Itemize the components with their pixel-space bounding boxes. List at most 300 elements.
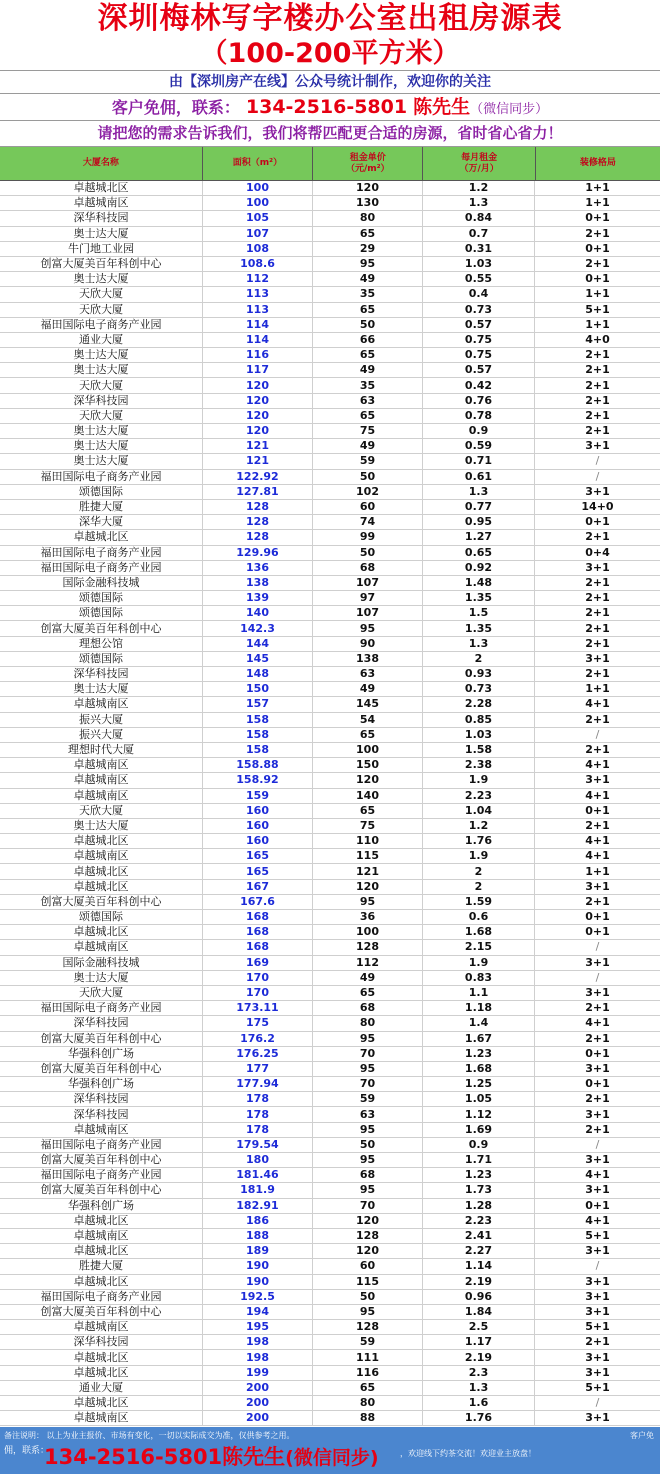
cell-layout: 2+1 — [585, 1335, 610, 1349]
cell-unit-price: 59 — [313, 1092, 423, 1106]
table-row — [0, 333, 660, 348]
cell-building-name: 牛门地工业园 — [0, 242, 203, 256]
cell-building-name: 福田国际电子商务产业园 — [0, 1001, 203, 1015]
footer-disclaimer-end: 客户免 — [630, 1431, 654, 1440]
cell-building-name: 华强科创广场 — [0, 1047, 203, 1061]
cell-layout: 1+1 — [585, 287, 610, 301]
cell-unit-price: 59 — [313, 1335, 423, 1349]
cell-building-name: 卓越城北区 — [0, 1244, 203, 1258]
cell-layout: 2+1 — [585, 591, 610, 605]
cell-monthly-rent: 2.23 — [423, 789, 535, 803]
cell-building-name: 颂德国际 — [0, 591, 203, 605]
cell-area: 116 — [203, 348, 313, 362]
cell-area: 158 — [203, 728, 313, 742]
cell-area: 186 — [203, 1214, 313, 1228]
table-row — [0, 257, 660, 272]
cell-unit-price: 138 — [313, 652, 423, 666]
cell-area: 192.5 — [203, 1290, 313, 1304]
cell-area: 158.88 — [203, 758, 313, 772]
cell-unit-price: 68 — [313, 1168, 423, 1182]
cell-layout: 4+1 — [585, 1016, 610, 1030]
cell-layout: 3+1 — [585, 879, 610, 893]
cell-monthly-rent: 0.57 — [423, 318, 535, 332]
cell-unit-price: 65 — [313, 227, 423, 241]
cell-layout: 3+1 — [585, 1061, 610, 1075]
cell-layout: / — [595, 970, 600, 984]
cell-layout: 2+1 — [585, 348, 610, 362]
cell-monthly-rent: 1.35 — [423, 621, 535, 635]
cell-unit-price: 99 — [313, 530, 423, 544]
cell-building-name: 福田国际电子商务产业园 — [0, 561, 203, 575]
cell-area: 128 — [203, 530, 313, 544]
cell-building-name: 颂德国际 — [0, 652, 203, 666]
cell-area: 180 — [203, 1153, 313, 1167]
cell-layout: / — [595, 469, 600, 483]
cell-area: 100 — [203, 181, 313, 195]
cell-area: 121 — [203, 439, 313, 453]
cell-unit-price: 107 — [313, 606, 423, 620]
table-row — [0, 606, 660, 621]
cell-building-name: 卓越城南区 — [0, 773, 203, 787]
table-row — [0, 1138, 660, 1153]
cell-unit-price: 54 — [313, 713, 423, 727]
cell-unit-price: 116 — [313, 1366, 423, 1380]
cell-area: 159 — [203, 789, 313, 803]
cell-building-name: 天欣大厦 — [0, 303, 203, 317]
cell-unit-price: 70 — [313, 1047, 423, 1061]
cell-unit-price: 65 — [313, 303, 423, 317]
cell-building-name: 奥士达大厦 — [0, 819, 203, 833]
table-row — [0, 621, 660, 636]
cell-building-name: 颂德国际 — [0, 606, 203, 620]
cell-unit-price: 49 — [313, 439, 423, 453]
cell-layout: 4+1 — [585, 788, 610, 802]
table-row — [0, 667, 660, 682]
cell-building-name: 奥士达大厦 — [0, 272, 203, 286]
cell-building-name: 卓越城北区 — [0, 1396, 203, 1410]
cell-layout: 2+1 — [585, 818, 610, 832]
table-row — [0, 576, 660, 591]
cell-unit-price: 97 — [313, 591, 423, 605]
cell-area: 142.3 — [203, 621, 313, 635]
page-subtitle: （100-200平方米） — [0, 38, 660, 71]
cell-unit-price: 75 — [313, 819, 423, 833]
table-row — [0, 925, 660, 940]
cell-area: 150 — [203, 682, 313, 696]
cell-monthly-rent: 1.58 — [423, 743, 535, 757]
cell-area: 170 — [203, 971, 313, 985]
cell-area: 139 — [203, 591, 313, 605]
table-row — [0, 546, 660, 561]
cell-monthly-rent: 0.75 — [423, 348, 535, 362]
cell-building-name: 福田国际电子商务产业园 — [0, 318, 203, 332]
cell-building-name: 卓越城北区 — [0, 864, 203, 878]
cell-unit-price: 50 — [313, 1138, 423, 1152]
cell-building-name: 创富大厦美百年科创中心 — [0, 1305, 203, 1319]
cell-area: 181.46 — [203, 1168, 313, 1182]
cell-area: 157 — [203, 697, 313, 711]
table-row — [0, 363, 660, 378]
cell-monthly-rent: 2.19 — [423, 1275, 535, 1289]
cell-unit-price: 120 — [313, 181, 423, 195]
table-row — [0, 713, 660, 728]
table-row — [0, 318, 660, 333]
cell-layout: 3+1 — [585, 1107, 610, 1121]
cell-building-name: 颂德国际 — [0, 910, 203, 924]
header-layout: 装修格局 — [579, 158, 616, 168]
cell-building-name: 卓越城南区 — [0, 1411, 203, 1425]
cell-monthly-rent: 2.27 — [423, 1244, 535, 1258]
cell-monthly-rent: 1.18 — [423, 1001, 535, 1015]
cell-area: 121 — [203, 454, 313, 468]
cell-layout: 5+1 — [585, 1320, 610, 1334]
cell-building-name: 深华科技园 — [0, 667, 203, 681]
cell-area: 181.9 — [203, 1183, 313, 1197]
cell-layout: 14+0 — [581, 500, 614, 514]
cell-building-name: 华强科创广场 — [0, 1077, 203, 1091]
footer-phone: 134-2516-5801 — [44, 1445, 223, 1469]
table-row — [0, 561, 660, 576]
cell-layout: 4+1 — [585, 834, 610, 848]
cell-unit-price: 140 — [313, 789, 423, 803]
cell-area: 160 — [203, 819, 313, 833]
table-row — [0, 849, 660, 864]
cell-unit-price: 120 — [313, 773, 423, 787]
cell-layout: 3+1 — [585, 1350, 610, 1364]
cell-monthly-rent: 0.85 — [423, 713, 535, 727]
cell-building-name: 卓越城北区 — [0, 925, 203, 939]
cell-building-name: 创富大厦美百年科创中心 — [0, 1062, 203, 1076]
cell-building-name: 卓越城北区 — [0, 1350, 203, 1364]
cell-unit-price: 65 — [313, 804, 423, 818]
cell-layout: 3+1 — [585, 986, 610, 1000]
cell-building-name: 深华科技园 — [0, 211, 203, 225]
table-row — [0, 880, 660, 895]
cell-area: 100 — [203, 196, 313, 210]
table-row — [0, 1350, 660, 1365]
cell-monthly-rent: 1.68 — [423, 925, 535, 939]
cell-unit-price: 95 — [313, 1305, 423, 1319]
cell-area: 188 — [203, 1229, 313, 1243]
cell-layout: / — [595, 1396, 600, 1410]
cell-area: 179.54 — [203, 1138, 313, 1152]
cell-area: 198 — [203, 1335, 313, 1349]
cell-building-name: 福田国际电子商务产业园 — [0, 1290, 203, 1304]
cell-monthly-rent: 2.38 — [423, 758, 535, 772]
cell-building-name: 奥士达大厦 — [0, 227, 203, 241]
cell-area: 168 — [203, 910, 313, 924]
cell-area: 145 — [203, 652, 313, 666]
cell-layout: 3+1 — [585, 955, 610, 969]
cell-monthly-rent: 0.42 — [423, 378, 535, 392]
cell-area: 113 — [203, 287, 313, 301]
cell-building-name: 振兴大厦 — [0, 713, 203, 727]
cell-area: 120 — [203, 394, 313, 408]
cell-building-name: 卓越城南区 — [0, 1123, 203, 1137]
cell-layout: 4+0 — [585, 332, 610, 346]
table-row — [0, 1123, 660, 1138]
wechat-note: （微信同步） — [470, 102, 549, 117]
cell-monthly-rent: 1.67 — [423, 1032, 535, 1046]
cell-monthly-rent: 0.78 — [423, 409, 535, 423]
cell-building-name: 卓越城北区 — [0, 1275, 203, 1289]
cell-building-name: 创富大厦美百年科创中心 — [0, 257, 203, 271]
cell-layout: 2+1 — [585, 712, 610, 726]
cell-layout: 2+1 — [585, 378, 610, 392]
table-row — [0, 454, 660, 469]
cell-layout: 3+1 — [585, 1304, 610, 1318]
contact-name: 陈先生 — [413, 96, 471, 118]
table-row — [0, 1229, 660, 1244]
cell-unit-price: 102 — [313, 485, 423, 499]
table-row — [0, 773, 660, 788]
cell-building-name: 奥士达大厦 — [0, 454, 203, 468]
cell-area: 122.92 — [203, 470, 313, 484]
cell-monthly-rent: 1.68 — [423, 1062, 535, 1076]
cell-area: 107 — [203, 227, 313, 241]
cell-layout: 3+1 — [585, 1289, 610, 1303]
table-row — [0, 1001, 660, 1016]
cell-monthly-rent: 2 — [423, 880, 535, 894]
cell-monthly-rent: 1.84 — [423, 1305, 535, 1319]
table-row — [0, 804, 660, 819]
table-row — [0, 743, 660, 758]
table-row — [0, 1032, 660, 1047]
cell-area: 136 — [203, 561, 313, 575]
table-row — [0, 1320, 660, 1335]
cell-area: 190 — [203, 1275, 313, 1289]
cell-layout: 3+1 — [585, 651, 610, 665]
footer-bar — [0, 1427, 660, 1474]
table-row — [0, 1335, 660, 1350]
cell-area: 120 — [203, 409, 313, 423]
cell-monthly-rent: 1.17 — [423, 1335, 535, 1349]
table-row — [0, 287, 660, 302]
cell-monthly-rent: 0.57 — [423, 363, 535, 377]
cell-area: 200 — [203, 1381, 313, 1395]
cell-layout: 3+1 — [585, 484, 610, 498]
cell-building-name: 创富大厦美百年科创中心 — [0, 1153, 203, 1167]
table-row — [0, 378, 660, 393]
cell-monthly-rent: 1.9 — [423, 956, 535, 970]
cell-unit-price: 115 — [313, 849, 423, 863]
cell-building-name: 卓越城南区 — [0, 1229, 203, 1243]
cell-building-name: 卓越城南区 — [0, 1320, 203, 1334]
cell-unit-price: 145 — [313, 697, 423, 711]
cell-monthly-rent: 1.2 — [423, 181, 535, 195]
cell-monthly-rent: 1.69 — [423, 1123, 535, 1137]
cell-building-name: 福田国际电子商务产业园 — [0, 470, 203, 484]
cell-monthly-rent: 1.1 — [423, 986, 535, 1000]
cell-building-name: 天欣大厦 — [0, 409, 203, 423]
cell-unit-price: 95 — [313, 1062, 423, 1076]
cell-unit-price: 65 — [313, 409, 423, 423]
cell-layout: 2+1 — [585, 636, 610, 650]
cell-layout: 3+1 — [585, 560, 610, 574]
table-row — [0, 1411, 660, 1426]
cell-monthly-rent: 0.65 — [423, 546, 535, 560]
cell-monthly-rent: 1.76 — [423, 1411, 535, 1425]
cell-unit-price: 120 — [313, 1214, 423, 1228]
cell-area: 177 — [203, 1062, 313, 1076]
cell-unit-price: 90 — [313, 637, 423, 651]
cell-unit-price: 95 — [313, 895, 423, 909]
cell-area: 144 — [203, 637, 313, 651]
cell-layout: 4+1 — [585, 849, 610, 863]
cell-monthly-rent: 0.93 — [423, 667, 535, 681]
cell-layout: 2+1 — [585, 575, 610, 589]
cell-building-name: 深华科技园 — [0, 1107, 203, 1121]
table-row — [0, 181, 660, 196]
cell-building-name: 福田国际电子商务产业园 — [0, 546, 203, 560]
cell-layout: 0+1 — [585, 1077, 610, 1091]
cell-monthly-rent: 0.73 — [423, 303, 535, 317]
cell-layout: 3+1 — [585, 1411, 610, 1425]
cell-building-name: 深华科技园 — [0, 1016, 203, 1030]
table-row — [0, 1077, 660, 1092]
cell-building-name: 奥士达大厦 — [0, 363, 203, 377]
cell-monthly-rent: 0.95 — [423, 515, 535, 529]
cell-layout: / — [595, 727, 600, 741]
cell-unit-price: 120 — [313, 880, 423, 894]
table-row — [0, 1259, 660, 1274]
cell-monthly-rent: 1.48 — [423, 576, 535, 590]
cell-layout: 0+1 — [585, 925, 610, 939]
cell-area: 160 — [203, 834, 313, 848]
cell-building-name: 卓越城南区 — [0, 758, 203, 772]
cell-monthly-rent: 0.83 — [423, 971, 535, 985]
table-row — [0, 940, 660, 955]
cell-layout: 2+1 — [585, 424, 610, 438]
cell-building-name: 福田国际电子商务产业园 — [0, 1138, 203, 1152]
cell-layout: 0+1 — [585, 910, 610, 924]
cell-monthly-rent: 1.9 — [423, 849, 535, 863]
cell-monthly-rent: 0.9 — [423, 1138, 535, 1152]
cell-monthly-rent: 1.3 — [423, 485, 535, 499]
header-area: 面积（m²） — [203, 147, 313, 180]
table-row — [0, 819, 660, 834]
cell-unit-price: 100 — [313, 925, 423, 939]
table-row — [0, 303, 660, 318]
table-row — [0, 864, 660, 879]
cell-layout: 2+1 — [585, 408, 610, 422]
cell-building-name: 深华科技园 — [0, 1092, 203, 1106]
cell-area: 160 — [203, 804, 313, 818]
cell-monthly-rent: 1.3 — [423, 637, 535, 651]
cell-unit-price: 128 — [313, 1229, 423, 1243]
footer-prefix: 佣，联系： — [4, 1446, 50, 1456]
cell-layout: 0+1 — [585, 241, 610, 255]
table-row — [0, 834, 660, 849]
cell-monthly-rent: 0.75 — [423, 333, 535, 347]
cell-building-name: 创富大厦美百年科创中心 — [0, 621, 203, 635]
cell-monthly-rent: 1.04 — [423, 804, 535, 818]
table-row — [0, 728, 660, 743]
cell-building-name: 天欣大厦 — [0, 986, 203, 1000]
cell-area: 158.92 — [203, 773, 313, 787]
cell-unit-price: 60 — [313, 1259, 423, 1273]
cell-monthly-rent: 0.61 — [423, 470, 535, 484]
cell-monthly-rent: 1.05 — [423, 1092, 535, 1106]
cell-monthly-rent: 1.28 — [423, 1199, 535, 1213]
cell-building-name: 创富大厦美百年科创中心 — [0, 1183, 203, 1197]
cell-unit-price: 66 — [313, 333, 423, 347]
cell-monthly-rent: 0.77 — [423, 500, 535, 514]
cell-monthly-rent: 2.19 — [423, 1350, 535, 1364]
table-row — [0, 1396, 660, 1411]
cell-building-name: 振兴大厦 — [0, 728, 203, 742]
cell-area: 200 — [203, 1396, 313, 1410]
cell-unit-price: 63 — [313, 1107, 423, 1121]
cell-area: 140 — [203, 606, 313, 620]
cell-monthly-rent: 0.59 — [423, 439, 535, 453]
cell-unit-price: 80 — [313, 1016, 423, 1030]
cell-unit-price: 95 — [313, 1032, 423, 1046]
table-row — [0, 439, 660, 454]
cell-layout: 1+1 — [585, 181, 610, 195]
cell-building-name: 天欣大厦 — [0, 287, 203, 301]
cell-building-name: 奥士达大厦 — [0, 439, 203, 453]
cell-building-name: 理想公馆 — [0, 637, 203, 651]
cell-monthly-rent: 2 — [423, 652, 535, 666]
cell-area: 190 — [203, 1259, 313, 1273]
cell-layout: 3+1 — [585, 1274, 610, 1288]
cell-area: 173.11 — [203, 1001, 313, 1015]
cell-monthly-rent: 0.9 — [423, 424, 535, 438]
cell-layout: 0+4 — [585, 545, 610, 559]
table-row — [0, 895, 660, 910]
table-row — [0, 986, 660, 1001]
cell-monthly-rent: 1.59 — [423, 895, 535, 909]
table-row — [0, 272, 660, 287]
listing-table-body — [0, 181, 660, 1429]
cell-unit-price: 150 — [313, 758, 423, 772]
table-row — [0, 1366, 660, 1381]
cell-area: 148 — [203, 667, 313, 681]
header — [0, 0, 660, 147]
cell-building-name: 深华科技园 — [0, 1335, 203, 1349]
cell-layout: 3+1 — [585, 773, 610, 787]
cell-area: 114 — [203, 333, 313, 347]
table-row — [0, 1168, 660, 1183]
cell-unit-price: 60 — [313, 500, 423, 514]
cell-unit-price: 49 — [313, 971, 423, 985]
cell-area: 128 — [203, 515, 313, 529]
cell-unit-price: 112 — [313, 956, 423, 970]
cell-area: 165 — [203, 849, 313, 863]
cell-monthly-rent: 0.71 — [423, 454, 535, 468]
cell-area: 165 — [203, 864, 313, 878]
cell-area: 176.2 — [203, 1032, 313, 1046]
slogan-line: 请把您的需求告诉我们，我们将帮匹配更合适的房源，省时省心省力！ — [97, 124, 563, 142]
table-row — [0, 682, 660, 697]
footer-contact — [44, 1441, 379, 1471]
cell-area: 105 — [203, 211, 313, 225]
cell-area: 128 — [203, 500, 313, 514]
cell-building-name: 卓越城北区 — [0, 834, 203, 848]
cell-unit-price: 74 — [313, 515, 423, 529]
cell-building-name: 天欣大厦 — [0, 804, 203, 818]
cell-unit-price: 121 — [313, 864, 423, 878]
cell-unit-price: 95 — [313, 1183, 423, 1197]
cell-building-name: 奥士达大厦 — [0, 348, 203, 362]
table-row — [0, 637, 660, 652]
cell-layout: 5+1 — [585, 1380, 610, 1394]
cell-unit-price: 95 — [313, 621, 423, 635]
cell-area: 120 — [203, 424, 313, 438]
cell-area: 182.91 — [203, 1199, 313, 1213]
cell-area: 127.81 — [203, 485, 313, 499]
